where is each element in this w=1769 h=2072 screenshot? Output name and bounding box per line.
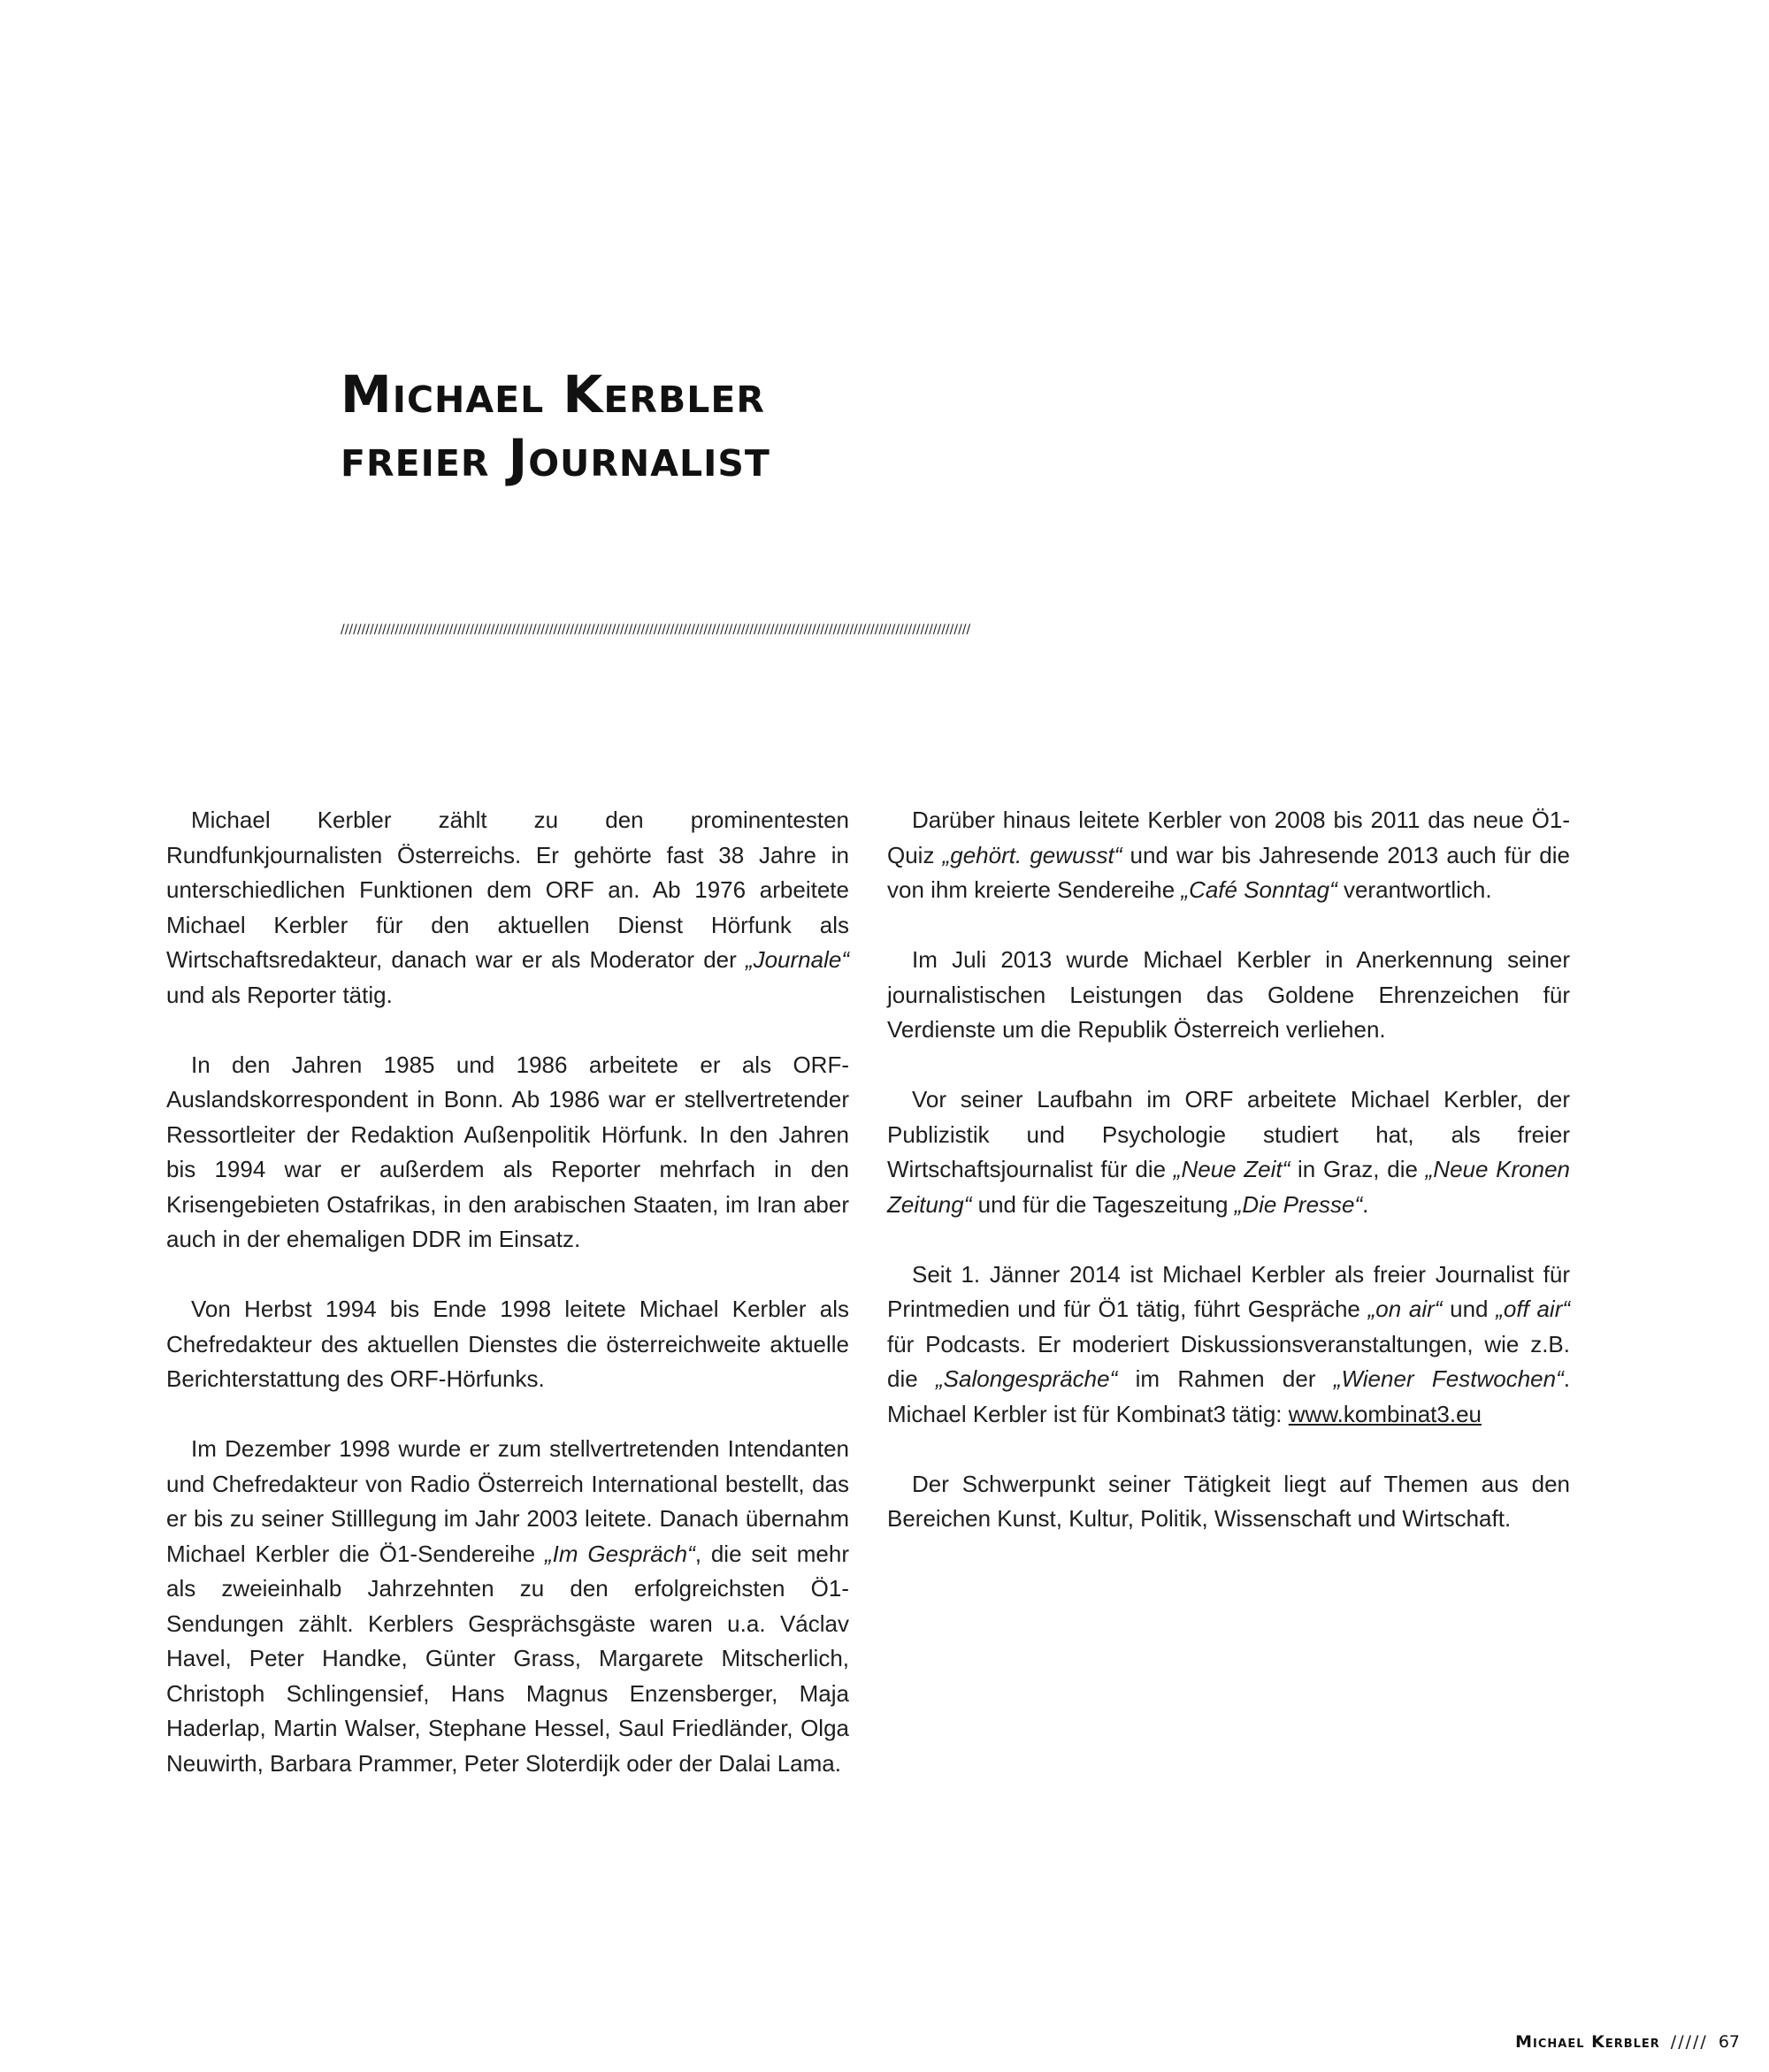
kombinat3-link[interactable]: www.kombinat3.eu [1288, 1400, 1482, 1427]
paragraph: In den Jahren 1985 und 1986 arbeitete er als ORF-Auslandskorrespondent in Bonn. Ab 1986 war er stellvertretender Ressortleiter der Redaktion Außenpolitik Hörfunk. In den Jahren bis 1994 war er außerdem als Reporter mehrfach in den Krisengebieten Ostafrikas, in den arabischen Staaten, im Iran aber auch in der ehemaligen DDR im Einsatz. [166, 1051, 849, 1252]
left-column [166, 803, 849, 1816]
title-role: freier Journalist [341, 428, 770, 488]
page-title [341, 363, 770, 490]
paragraph: Michael Kerbler zählt zu den prominentesten Rundfunkjournalisten Österreichs. Er gehörte fast 38 Jahre in unterschiedlichen Funktionen dem ORF an. Ab 1976 arbeitete Michael Kerbler für den aktuellen Dienst Hörfunk als Wirtschaftsredakteur, danach war er als Moderator der „Journale“ und als Reporter tätig. [166, 807, 849, 1008]
paragraph: Darüber hinaus leitete Kerbler von 2008 bis 2011 das neue Ö1-Quiz „gehört. gewusst“ und war bis Jahresende 2013 auch für die von ihm kreierte Sendereihe „Café Sonntag“ verantwortlich. [887, 807, 1570, 903]
paragraph: Seit 1. Jänner 2014 ist Michael Kerbler als freier Journalist für Printmedien und für Ö1 tätig, führt Gespräche „on air“ und „off air“ für Podcasts. Er moderiert Diskussionsveranstaltungen, wie z.B. die „Salongespräche“ im Rahmen der „Wiener Festwochen“. Michael Kerbler ist für Kombinat3 tätig: www.kombinat3.eu [887, 1260, 1571, 1427]
page-footer [1515, 2032, 1740, 2052]
paragraph: Vor seiner Laufbahn im ORF arbeitete Michael Kerbler, der Publizistik und Psychologie studiert hat, als freier Wirtschaftsjournalist für die „Neue Zeit“ in Graz, die „Neue Kronen Zeitung“ und für die Tageszeitung „Die Presse“. [887, 1086, 1570, 1218]
page-number: 67 [1718, 2032, 1740, 2052]
paragraph: Von Herbst 1994 bis Ende 1998 leitete Michael Kerbler als Chefredakteur des aktuellen Dienstes die österreichweite aktuelle Berichterstattung des ORF-Hörfunks. [166, 1296, 849, 1392]
paragraph: Im Juli 2013 wurde Michael Kerbler in Anerkennung seiner journalistischen Leistungen das Goldene Ehrenzeichen für Verdienste um die Republik Österreich verliehen. [887, 946, 1570, 1043]
slash-divider: /////////////////////////////////////////////////////////////////////////////////////////////////////////////////////////////////////////////////////// [341, 623, 971, 636]
footer-slashes: ///// [1670, 2032, 1708, 2052]
right-column [887, 803, 1570, 1571]
paragraph: Im Dezember 1998 wurde er zum stellvertretenden Intendanten und Chefredakteur von Radio Österreich International bestellt, das er bis zu seiner Stilllegung im Jahr 2003 leitete. Danach übernahm Michael Kerbler die Ö1-Sendereihe „Im Gespräch“, die seit mehr als zweieinhalb Jahrzehnten zu den erfolgreichsten Ö1-Sendungen zählt. Kerblers Gesprächsgäste waren u.a. Václav Havel, Peter Handke, Günter Grass, Margarete Mitscherlich, Christoph Schlingensief, Hans Magnus Enzensberger, Maja Haderlap, Martin Walser, Stephane Hessel, Saul Friedländer, Olga Neuwirth, Barbara Prammer, Peter Sloterdijk oder der Dalai Lama. [166, 1435, 849, 1777]
title-name: Michael Kerbler [341, 364, 765, 424]
paragraph: Der Schwerpunkt seiner Tätigkeit liegt auf Themen aus den Bereichen Kunst, Kultur, Politik, Wissenschaft und Wirtschaft. [887, 1470, 1570, 1532]
footer-author: Michael Kerbler [1515, 2032, 1660, 2052]
